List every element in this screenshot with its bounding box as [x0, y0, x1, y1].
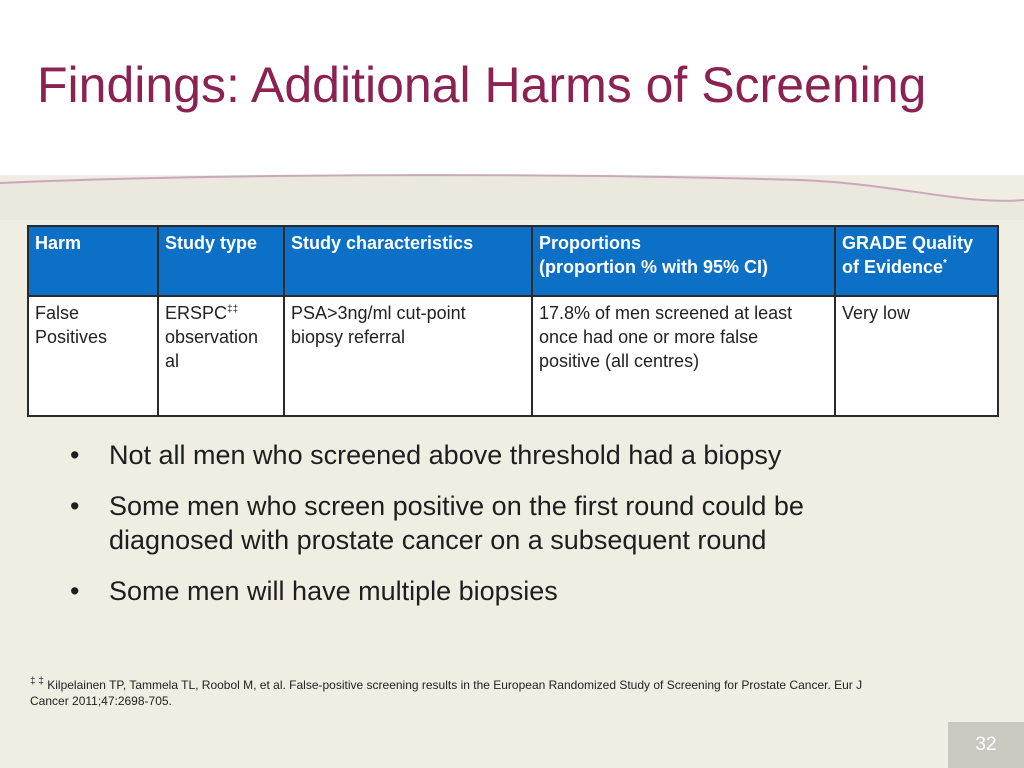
- cell-study-type-footnote-mark: ‡‡: [227, 304, 239, 315]
- bullet-text-2-line1: Some men who screen positive on the first round could be: [109, 491, 804, 521]
- cell-study-type: [158, 296, 284, 416]
- page-number: 32: [948, 722, 1024, 768]
- bullet-marker: •: [70, 491, 80, 521]
- header-grade-line1: GRADE Quality: [842, 233, 974, 253]
- bullet-item: [70, 438, 970, 472]
- footnote-line1-wrap: [30, 677, 970, 693]
- header-proportions: [532, 226, 835, 296]
- header-grade-line2: of Evidence: [842, 257, 944, 277]
- bullet-text-3: Some men will have multiple biopsies: [109, 576, 558, 606]
- header-harm: Harm: [28, 226, 158, 296]
- bullet-item: [70, 489, 970, 557]
- header-proportions-line1: Proportions: [539, 233, 641, 253]
- footnote-line1: Kilpelainen TP, Tammela TL, Roobol M, et al. False-positive screening results in the European Randomized Study of Screening for Prostate Cancer. Eur J: [47, 678, 863, 692]
- bullet-list: [70, 438, 970, 625]
- cell-proportions-line3: positive (all centres): [539, 351, 700, 371]
- slide-title: Findings: Additional Harms of Screening: [37, 57, 927, 113]
- header-proportions-line2: (proportion % with 95% CI): [539, 257, 768, 277]
- cell-grade: Very low: [835, 296, 998, 416]
- bullet-text-1: Not all men who screened above threshold had a biopsy: [109, 440, 782, 470]
- footnote-mark: ‡ ‡: [30, 676, 44, 687]
- cell-proportions-line1: 17.8% of men screened at least: [539, 303, 793, 323]
- footnote-line2: Cancer 2011;47:2698-705.: [30, 694, 172, 708]
- header-study-type: Study type: [158, 226, 284, 296]
- cell-proportions: [532, 296, 835, 416]
- cell-study-type-line3: al: [165, 351, 180, 371]
- cell-study-type-line1: ERSPC: [165, 303, 228, 323]
- bullet-marker: •: [70, 440, 80, 470]
- header-grade-footnote-mark: *: [943, 258, 947, 269]
- cell-proportions-line2: once had one or more false: [539, 327, 759, 347]
- harms-table: [27, 225, 999, 417]
- table-row: [28, 296, 998, 416]
- cell-study-type-line2: observation: [165, 327, 259, 347]
- cell-characteristics-line1: PSA>3ng/ml cut-point: [291, 303, 466, 323]
- reference-footnote: [30, 677, 970, 709]
- bullet-text-2-line2: diagnosed with prostate cancer on a subsequent round: [109, 525, 767, 555]
- header-study-characteristics: Study characteristics: [284, 226, 532, 296]
- bullet-marker: •: [70, 576, 80, 606]
- cell-harm-line2: Positives: [35, 327, 108, 347]
- header-grade-line2-wrap: [842, 255, 991, 279]
- cell-characteristics-line2: biopsy referral: [291, 327, 406, 347]
- bullet-item: [70, 574, 970, 608]
- cell-harm: [28, 296, 158, 416]
- decorative-swoosh: [0, 150, 1024, 220]
- header-grade: [835, 226, 998, 296]
- cell-study-type-line1-wrap: [165, 301, 277, 325]
- cell-harm-line1: False: [35, 303, 80, 323]
- table-header-row: [28, 226, 998, 296]
- cell-study-characteristics: [284, 296, 532, 416]
